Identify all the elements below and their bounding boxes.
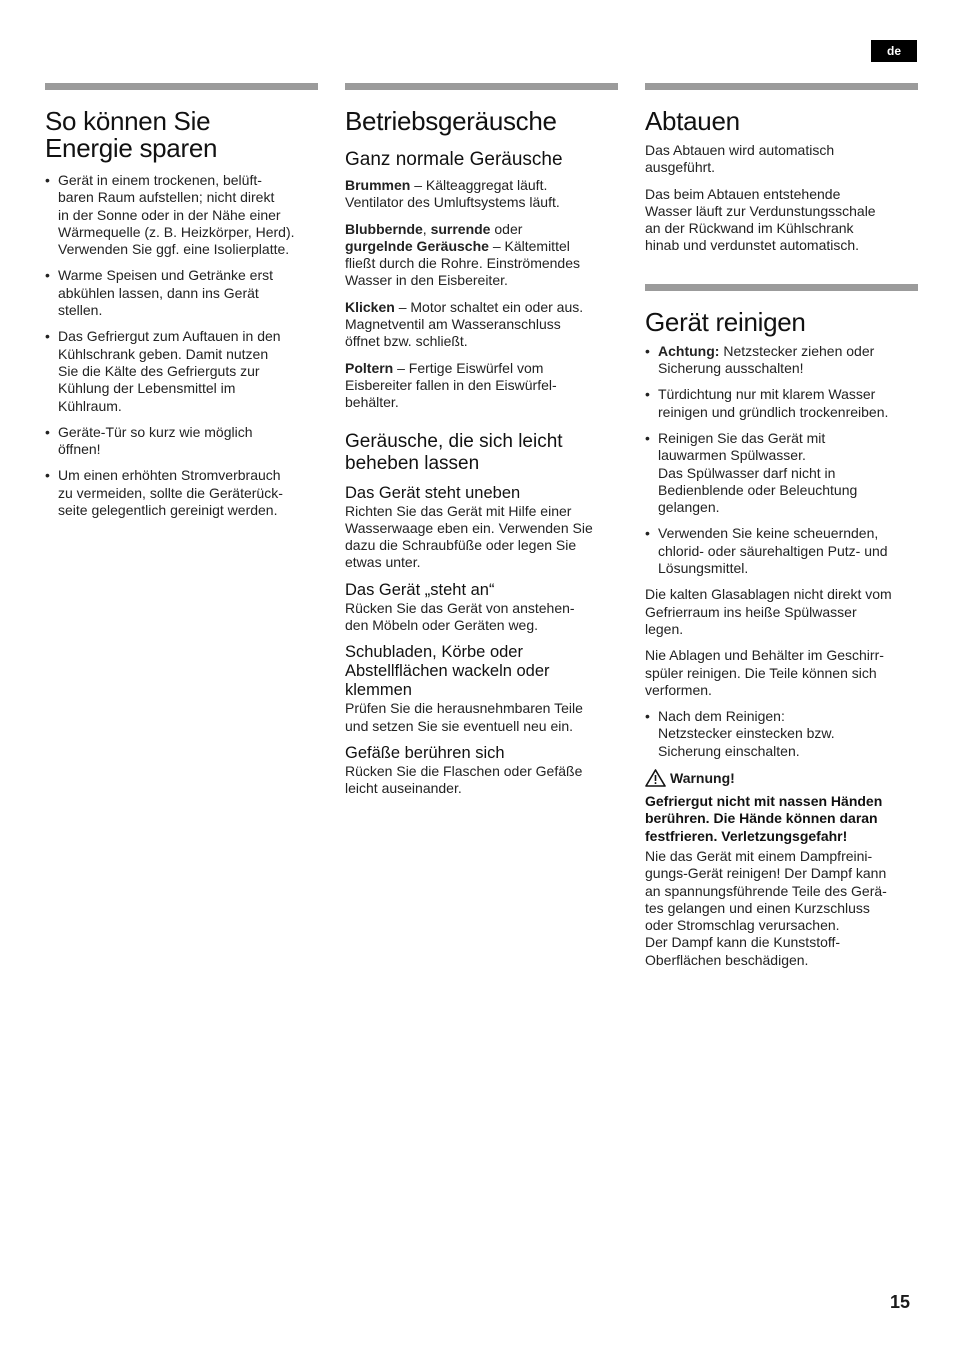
paragraph: Die kalten Glasablagen nicht direkt vom Gefrierraum ins heiße Spülwasser legen. <box>645 586 892 637</box>
heading-betriebsgeraeusche: Betriebsgeräusche <box>345 106 557 136</box>
list-item: • Reinigen Sie das Gerät mit lauwarmen Spülwasser. Das Spülwasser darf nicht in Bedienblende oder Beleuchtung gelangen. <box>645 430 918 516</box>
heading-line: Energie sparen <box>45 133 218 163</box>
cleaning-list <box>645 343 918 578</box>
list-item: • Türdichtung nur mit klarem Wasser reinigen und gründlich trockenreiben. <box>645 386 918 421</box>
warning-header <box>645 769 918 787</box>
section-rule <box>645 284 918 291</box>
item-text: Richten Sie das Gerät mit Hilfe einer Wasserwaage eben ein. Verwenden Sie dazu die Schraubfüße oder legen Sie etwas unter. <box>345 502 593 571</box>
heading-geraet-reinigen: Gerät reinigen <box>645 306 806 337</box>
paragraph: Das beim Abtauen entstehende Wasser läuft zur Verdunstungsschale an der Rückwand im Kühlschrank hinab und verdunstet automatisch. <box>645 185 876 254</box>
noise-klicken: Klicken – Motor schaltet ein oder aus. Magnetventil am Wasseranschluss öffnet bzw. schließt. <box>345 298 584 350</box>
column-noises <box>345 83 618 798</box>
item-text: Rücken Sie das Gerät von anstehen- den Möbeln oder Geräten weg. <box>345 599 575 634</box>
warning-text: Nie das Gerät mit einem Dampfreini- gungs-Gerät reinigen! Der Dampf kann an spannungsführende Teile des Gerä- tes gelangen und einen Kurzschluss oder Stromschlag verursachen. Der Dampf kann die Kunststoff- Oberflächen beschädigen. <box>645 847 887 968</box>
energy-tips-list <box>45 172 318 519</box>
heading-energie-sparen <box>45 108 318 162</box>
item-title: Schubladen, Körbe oder Abstellflächen wackeln oder klemmen <box>345 643 550 700</box>
noise-poltern: Poltern – Fertige Eiswürfel vom Eisbereiter fallen in den Eiswürfel- behälter. <box>345 359 557 411</box>
after-cleaning-list <box>645 708 918 760</box>
list-item: • Das Gefriergut zum Auftauen in den Kühlschrank geben. Damit nutzen Sie die Kälte des Gefrierguts zur Kühlung der Lebensmittel im Kühlraum. <box>45 328 318 414</box>
section-rule <box>45 83 318 90</box>
language-tab: de <box>871 40 917 62</box>
warning-triangle-icon <box>645 769 666 787</box>
item-text: Prüfen Sie die herausnehmbaren Teile und setzen Sie sie eventuell neu ein. <box>345 700 583 734</box>
item-title: Gefäße berühren sich <box>345 743 505 762</box>
list-item: • Nach dem Reinigen: Netzstecker einstecken bzw. Sicherung einschalten. <box>645 708 918 760</box>
list-item: • Warme Speisen und Getränke erst abkühlen lassen, dann ins Gerät stellen. <box>45 267 318 319</box>
list-item: • Achtung: Netzstecker ziehen oder Sicherung ausschalten! <box>645 343 918 378</box>
subheading-fixable-noises: Geräusche, die sich leicht beheben lassen <box>345 430 563 474</box>
paragraph: Das Abtauen wird automatisch ausgeführt. <box>645 142 835 176</box>
list-item: • Gerät in einem trockenen, belüft- baren Raum aufstellen; nicht direkt in der Sonne oder in der Nähe einer Wärmequelle (z. B. Heizkörper, Herd). Verwenden Sie ggf. eine Isolierplatte. <box>45 172 318 258</box>
list-item: • Verwenden Sie keine scheuernden, chlorid- oder säurehaltigen Putz- und Lösungsmittel. <box>645 525 918 577</box>
section-rule <box>645 83 918 90</box>
list-item: • Um einen erhöhten Stromverbrauch zu vermeiden, sollte die Geräterück- seite gelegentlich gereinigt werden. <box>45 467 318 519</box>
heading-line: So können Sie <box>45 106 211 136</box>
paragraph: Nie Ablagen und Behälter im Geschirr- spüler reinigen. Die Teile können sich verformen. <box>645 647 884 698</box>
column-defrost-clean <box>645 83 918 969</box>
item-title: Das Gerät steht uneben <box>345 483 521 502</box>
section-rule <box>345 83 618 90</box>
noise-blubbern: Blubbernde, surrende oder gurgelnde Geräusche – Kältemittel fließt durch die Rohre. Einströmendes Wasser in den Eisbereiter. <box>345 220 580 289</box>
warning-bold-text: Gefriergut nicht mit nassen Händen berühren. Die Hände können daran festfrieren. Verletzungsgefahr! <box>645 793 883 844</box>
column-energy <box>45 83 318 519</box>
noise-brummen: Brummen – Kälteaggregat läuft. Ventilator des Umluftsystems läuft. <box>345 177 560 211</box>
page-number: 15 <box>889 1292 910 1312</box>
item-text: Rücken Sie die Flaschen oder Gefäße leicht auseinander. <box>345 762 583 797</box>
subheading-normal-noises: Ganz normale Geräusche <box>345 149 563 170</box>
heading-abtauen: Abtauen <box>645 106 740 136</box>
warning-label: Warnung! <box>670 770 735 787</box>
item-title: Das Gerät „steht an“ <box>345 580 495 599</box>
list-item: • Geräte-Tür so kurz wie möglich öffnen! <box>45 424 318 459</box>
